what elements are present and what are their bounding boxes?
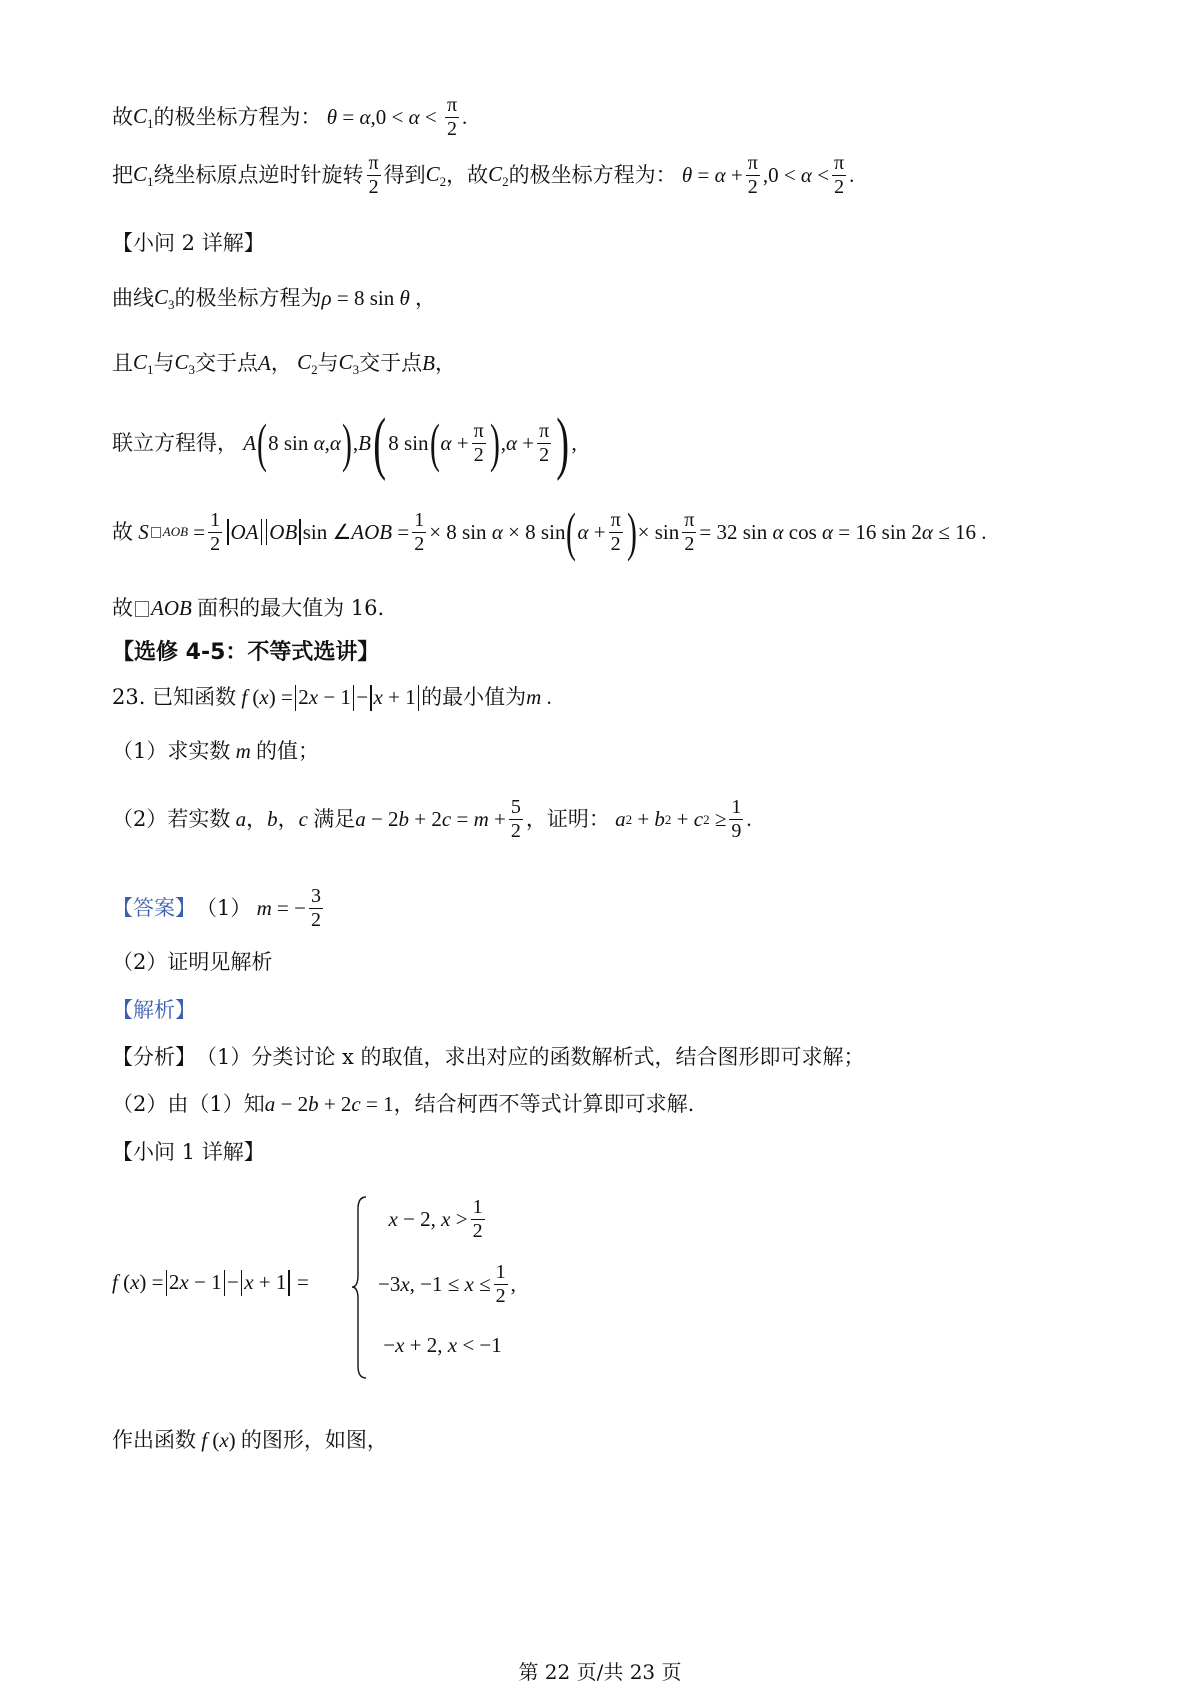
line-joint-equations: 联立方程得， A ( 8 sin α , α ) , B ( 8 sin ( α + $\frac{\pi}{2}$ ) , α + $\frac{\pi}{2}$ ) , — [112, 405, 577, 482]
answer-line-1: 【答案】 （1） m = − $\frac{3}{2}$ — [112, 885, 321, 931]
line-c1-polar: 故 $C_1$ 的极坐标方程为： θ = α ,0 < α < $\frac{\pi}{2}$ . — [112, 94, 468, 140]
piecewise-case-3: − x + 2, x < −1 — [378, 1333, 502, 1357]
page-footer: 第 22 页/共 23 页 — [518, 1660, 682, 1684]
line-area-formula: 故 S AOB = $\frac{1}{2}$ OA OB sin ∠ AOB = $\frac{1}{2}$ × 8 sin α × 8 sin ( α + $\frac{\pi}{2}$ ) × sin $\frac{\pi}{2}$ = 32 sin α cos α = 16 sin 2 α ≤ 16 . — [112, 502, 987, 562]
text: ， — [270, 351, 292, 376]
text: 交于点 — [195, 351, 259, 376]
text: 作出函数 — [112, 1428, 196, 1452]
piecewise-case-1: x − 2, x > $\frac{1}{2}$ — [378, 1196, 483, 1242]
text: 的图形，如图， — [240, 1428, 388, 1452]
analysis-label: 【解析】 — [112, 998, 196, 1022]
section-title — [112, 640, 379, 666]
text: 的极坐标方程为： — [508, 162, 677, 187]
text: ， — [246, 806, 268, 831]
text: 23. 已知函数 — [112, 685, 237, 710]
analysis-line-1 — [112, 1045, 865, 1070]
text: 的最小值为 — [421, 685, 527, 710]
text: 的极坐标方程为： — [153, 104, 322, 129]
text: （1）分类讨论 x 的取值，求出对应的函数解析式，结合图形即可求解； — [196, 1045, 865, 1069]
fraction: $\frac{1}{2}$ — [472, 1196, 483, 1242]
fraction: $\frac{1}{2}$ — [210, 508, 221, 555]
piecewise-lhs: f ( x ) = 2 x − 1 − x + 1 = — [112, 1270, 309, 1295]
text: 把 — [112, 162, 133, 187]
text: ，故 — [446, 162, 489, 187]
line-area-max: 故 AOB 面积的最大值为 16. — [112, 596, 385, 620]
fraction: $\frac{1}{2}$ — [495, 1261, 506, 1307]
text: 且 — [112, 351, 133, 376]
question-23: 23. 已知函数 f ( x ) = 2 x − 1 − x + 1 的最小值为 m . — [112, 685, 552, 710]
text: 联立方程得， — [112, 430, 238, 455]
fraction: $\frac{\pi}{2}$ — [473, 420, 484, 466]
heading-q1-detail — [112, 1140, 265, 1165]
answer-line-2 — [112, 950, 272, 975]
piecewise-brace — [350, 1195, 370, 1380]
text: 故 — [112, 104, 133, 129]
fraction: $\frac{\pi}{2}$ — [446, 94, 458, 140]
graph-line: 作出函数 f ( x ) 的图形，如图， — [112, 1428, 388, 1452]
text: 与 — [153, 351, 175, 376]
section-title-text: 【选修 4-5：不等式选讲】 — [112, 640, 380, 665]
heading-text: 【小问 2 详解】 — [112, 231, 265, 255]
text: ，证明： — [525, 806, 610, 831]
text: 的极坐标方程为 — [174, 286, 322, 311]
heading-q2-detail — [112, 231, 265, 256]
text: 与 — [317, 351, 339, 376]
question-23-part-2: （2）若实数 a ， b ， c 满足 a − 2 b + 2 c = m + $\frac{5}{2}$ ，证明： a 2 + b 2 + c 2 ≥ $\frac{1}{9}$ . — [112, 796, 752, 842]
text: 满足 — [313, 806, 356, 831]
fraction: $\frac{\pi}{2}$ — [610, 508, 621, 555]
fraction: $\frac{3}{2}$ — [310, 885, 321, 931]
text: （2）若实数 — [112, 806, 231, 831]
text: 交于点 — [359, 351, 423, 376]
analysis-line-2: （2）由（1）知 a − 2 b + 2 c = 1 ，结合柯西不等式计算即可求解. — [112, 1092, 695, 1116]
fraction: $\frac{1}{9}$ — [731, 796, 742, 842]
text: 故 — [112, 519, 133, 544]
fraction: $\frac{\pi}{2}$ — [834, 152, 845, 198]
line-c2-rotation: 把 $C_1$ 绕坐标原点逆时针旋转 $\frac{\pi}{2}$ 得到 $C_2$ ，故 $C_2$ 的极坐标方程为： θ = α + $\frac{\pi}{2}$ ,0 < α < $\frac{\pi}{2}$ . — [112, 152, 855, 198]
fraction: $\frac{\pi}{2}$ — [684, 508, 695, 555]
heading-text: 【小问 1 详解】 — [112, 1140, 265, 1164]
text: （2）由（1）知 — [112, 1092, 265, 1116]
text: 绕坐标原点逆时针旋转 — [153, 162, 364, 187]
question-23-part-1: （1）求实数 m 的值； — [112, 739, 320, 763]
text: 【分析】 — [112, 1045, 196, 1069]
text: ， — [277, 806, 299, 831]
answer-label: 【答案】 — [112, 895, 196, 920]
text: （2）证明见解析 — [112, 950, 273, 974]
text: 曲线 — [112, 286, 154, 311]
line-c3-polar: 曲线 $C_3$ 的极坐标方程为 ρ = 8 sin θ ， — [112, 285, 437, 312]
fraction: $\frac{5}{2}$ — [510, 796, 521, 842]
text: 面积的最大值为 16. — [197, 596, 385, 620]
fraction: $\frac{\pi}{2}$ — [368, 152, 379, 198]
fraction: $\frac{\pi}{2}$ — [539, 420, 550, 466]
text: （1） — [196, 895, 252, 920]
text: 得到 — [383, 162, 426, 187]
fraction: $\frac{1}{2}$ — [414, 508, 425, 555]
text: ，结合柯西不等式计算即可求解. — [393, 1092, 695, 1116]
line-intersections: 且 $C_1$ 与 $C_3$ 交于点 A ， $C_2$ 与 $C_3$ 交于点 B ， — [112, 350, 456, 377]
text: （1）求实数 — [112, 739, 231, 763]
piecewise-case-2: −3 x , −1 ≤ x ≤ $\frac{1}{2}$ , — [378, 1261, 516, 1307]
analysis-label-line — [112, 998, 196, 1023]
fraction: $\frac{\pi}{2}$ — [747, 152, 758, 198]
text: 故 — [112, 596, 133, 620]
text: 的值； — [256, 739, 320, 763]
